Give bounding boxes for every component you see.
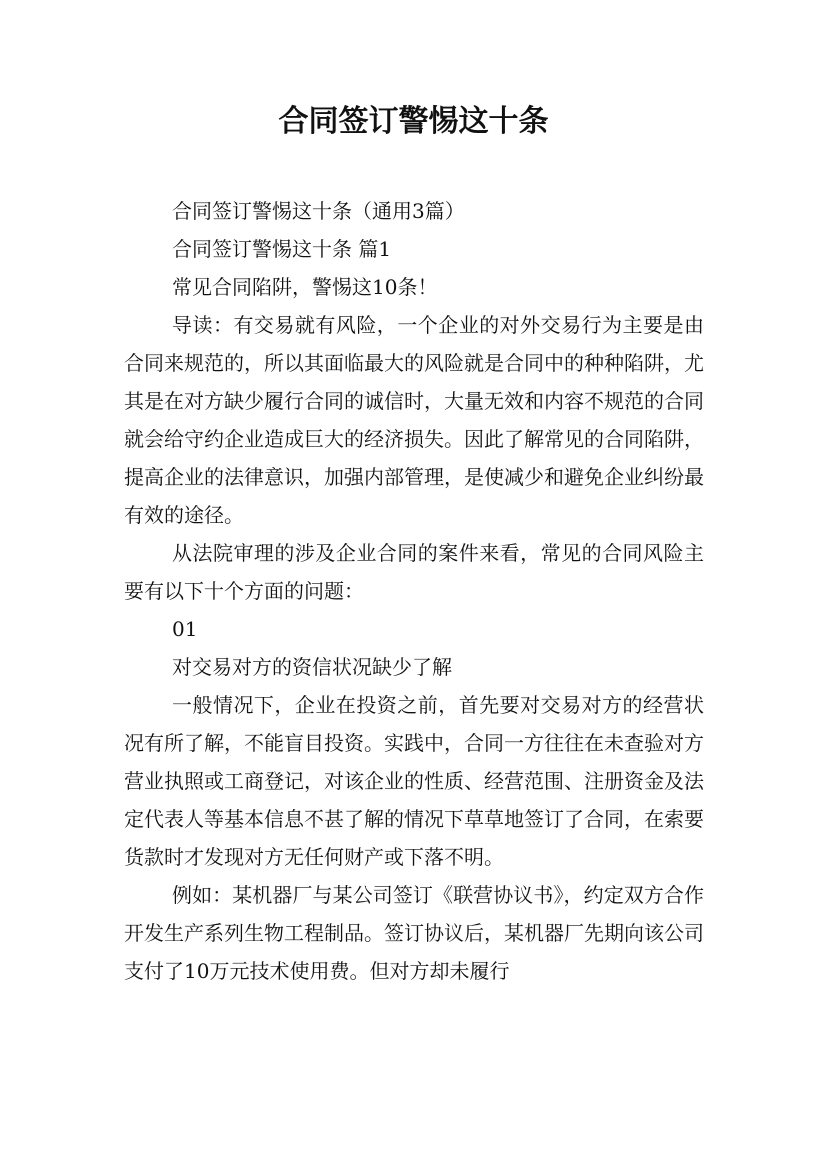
paragraph: 合同签订警惕这十条 篇1 <box>172 237 392 261</box>
paragraph: 例如：某机器厂与某公司签订《联营协议书》，约定双方合作开发生产系列生物工程制品。签订协议后，某机器厂先期向该公司支付了10万元技术使用费。但对方却未履行 <box>124 883 704 983</box>
document-body <box>124 192 704 990</box>
document-title: 合同签订警惕这十条 <box>278 104 549 139</box>
paragraph: 导读：有交易就有风险，一个企业的对外交易行为主要是由合同来规范的，所以其面临最大的风险就是合同中的种种陷阱，尤其是在对方缺少履行合同的诚信时，大量无效和内容不规范的合同就会给守约企业造成巨大的经济损失。因此了解常见的合同陷阱，提高企业的法律意识，加强内部管理，是使减少和避免企业纠纷最有效的途径。 <box>124 313 704 527</box>
paragraph: 从法院审理的涉及企业合同的案件来看，常见的合同风险主要有以下十个方面的问题： <box>124 541 704 603</box>
section-heading: 对交易对方的资信状况缺少了解 <box>172 655 452 679</box>
section-number: 01 <box>172 617 198 641</box>
paragraph: 一般情况下，企业在投资之前，首先要对交易对方的经营状况有所了解，不能盲目投资。实践中，合同一方往往在未查验对方营业执照或工商登记，对该企业的性质、经营范围、注册资金及法定代表人等基本信息不甚了解的情况下草草地签订了合同，在索要货款时才发现对方无任何财产或下落不明。 <box>124 693 704 869</box>
paragraph: 常见合同陷阱，警惕这10条！ <box>172 275 438 299</box>
paragraph: 合同签订警惕这十条（通用3篇） <box>172 199 465 223</box>
